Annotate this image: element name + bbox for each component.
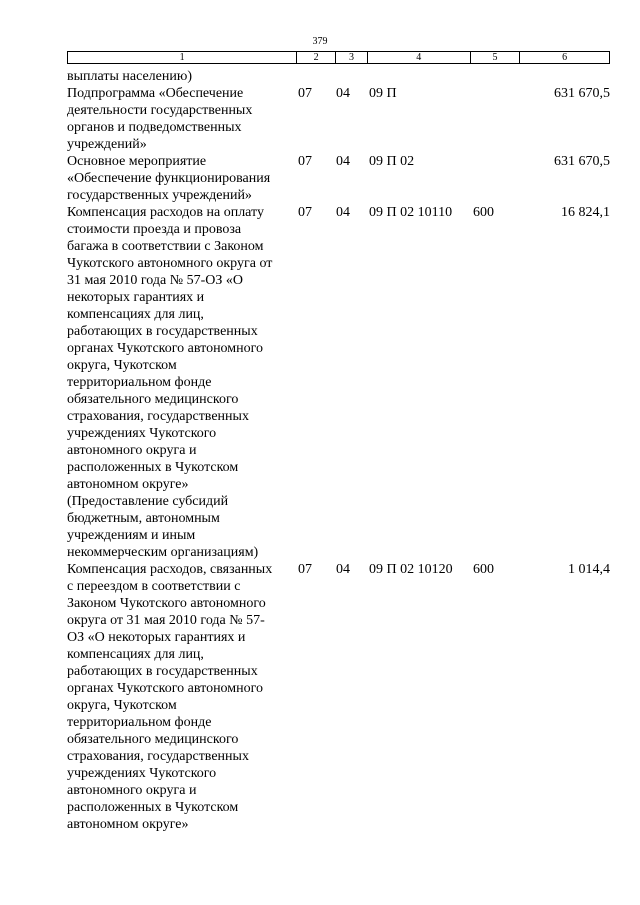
row-name-line: работающих в государственных — [67, 324, 258, 339]
row-name-line: некоторых гарантиях и — [67, 290, 205, 305]
page-number: 379 — [312, 36, 328, 47]
row-name — [67, 85, 297, 153]
row-name-line: обязательного медицинского — [67, 392, 239, 407]
row-name-line: округа, Чукотском — [67, 698, 177, 713]
row-name — [67, 561, 297, 833]
row-name-line: выплаты населению) — [67, 69, 192, 84]
row-section: 07 — [298, 205, 312, 220]
header-col-3: 3 — [336, 52, 368, 63]
row-name-line: органов и подведомственных — [67, 120, 242, 135]
row-name-line: страхования, государственных — [67, 409, 249, 424]
table-row — [67, 561, 610, 833]
row-name-line: учреждениях Чукотского — [67, 766, 217, 781]
row-name-line: работающих в государственных — [67, 664, 258, 679]
row-name-line: деятельности государственных — [67, 103, 253, 118]
row-name-line: органах Чукотского автономного — [67, 341, 264, 356]
row-name-line: Законом Чукотского автономного — [67, 596, 266, 611]
row-target-article: 09 П — [369, 86, 397, 101]
row-expense-type — [471, 153, 521, 204]
row-name-line: бюджетным, автономным — [67, 511, 220, 526]
row-name-line: Подпрограмма «Обеспечение — [67, 86, 244, 101]
row-name-line: некоммерческим организациям) — [67, 545, 259, 560]
header-col-1: 1 — [68, 52, 297, 63]
table-row — [67, 68, 610, 85]
row-name-line: ОЗ «О некоторых гарантиях и — [67, 630, 246, 645]
row-name-line: территориальном фонде — [67, 375, 212, 390]
header-col-4: 4 — [368, 52, 471, 63]
row-name-line: Основное мероприятие — [67, 154, 207, 169]
row-subsection: 04 — [336, 205, 350, 220]
row-name-line: автономном округе» — [67, 817, 189, 832]
row-name-line: 31 мая 2010 года № 57-ОЗ «О — [67, 273, 243, 288]
row-amount: 631 670,5 — [554, 154, 610, 169]
table-row — [67, 204, 610, 561]
row-target-article: 09 П 02 — [369, 154, 415, 169]
row-name-line: расположенных в Чукотском — [67, 460, 239, 475]
row-name-line: компенсациях для лиц, — [67, 647, 204, 662]
row-section: 07 — [298, 562, 312, 577]
row-amount: 631 670,5 — [554, 86, 610, 101]
row-name — [67, 68, 297, 85]
row-section: 07 — [298, 86, 312, 101]
table-header — [67, 51, 610, 64]
header-col-2: 2 — [297, 52, 336, 63]
row-name-line: территориальном фонде — [67, 715, 212, 730]
row-amount: 16 824,1 — [561, 205, 610, 220]
row-name-line: округа от 31 мая 2010 года № 57- — [67, 613, 265, 628]
row-amount: 1 014,4 — [568, 562, 610, 577]
row-name-line: обязательного медицинского — [67, 732, 239, 747]
row-name — [67, 204, 297, 561]
row-name-line: органах Чукотского автономного — [67, 681, 264, 696]
row-name-line: государственных учреждений» — [67, 188, 252, 203]
row-name-line: с переездом в соответствии с — [67, 579, 241, 594]
row-name-line: Чукотского автономного округа от — [67, 256, 273, 271]
row-name-line: расположенных в Чукотском — [67, 800, 239, 815]
row-name-line: (Предоставление субсидий — [67, 494, 229, 509]
row-name-line: «Обеспечение функционирования — [67, 171, 271, 186]
row-subsection: 04 — [336, 154, 350, 169]
row-name-line: автономном округе» — [67, 477, 189, 492]
row-expense-type — [471, 68, 521, 85]
row-name-line: учреждениях Чукотского — [67, 426, 217, 441]
row-subsection: 04 — [336, 86, 350, 101]
row-name — [67, 153, 297, 204]
row-name-line: компенсациях для лиц, — [67, 307, 204, 322]
row-expense-type — [471, 85, 521, 153]
table-body — [67, 68, 610, 833]
table-row — [67, 85, 610, 153]
row-name-line: стоимости проезда и провоза — [67, 222, 242, 237]
header-col-6: 6 — [562, 52, 568, 63]
row-target-article — [368, 68, 471, 85]
row-name-line: автономного округа и — [67, 443, 197, 458]
row-section — [297, 68, 336, 85]
row-name-line: округа, Чукотском — [67, 358, 177, 373]
row-expense-type: 600 — [473, 205, 494, 220]
row-section: 07 — [298, 154, 312, 169]
row-target-article: 09 П 02 10110 — [369, 205, 453, 220]
row-name-line: учреждений» — [67, 137, 147, 152]
row-amount — [521, 68, 610, 85]
row-name-line: учреждениям и иным — [67, 528, 196, 543]
row-target-article: 09 П 02 10120 — [369, 562, 453, 577]
header-col-5: 5 — [471, 52, 521, 63]
row-subsection — [336, 68, 368, 85]
row-subsection: 04 — [336, 562, 350, 577]
row-name-line: Компенсация расходов, связанных — [67, 562, 273, 577]
row-name-line: Компенсация расходов на оплату — [67, 205, 264, 220]
row-name-line: багажа в соответствии с Законом — [67, 239, 264, 254]
row-name-line: страхования, государственных — [67, 749, 249, 764]
row-expense-type: 600 — [473, 562, 494, 577]
table-row — [67, 153, 610, 204]
row-name-line: автономного округа и — [67, 783, 197, 798]
